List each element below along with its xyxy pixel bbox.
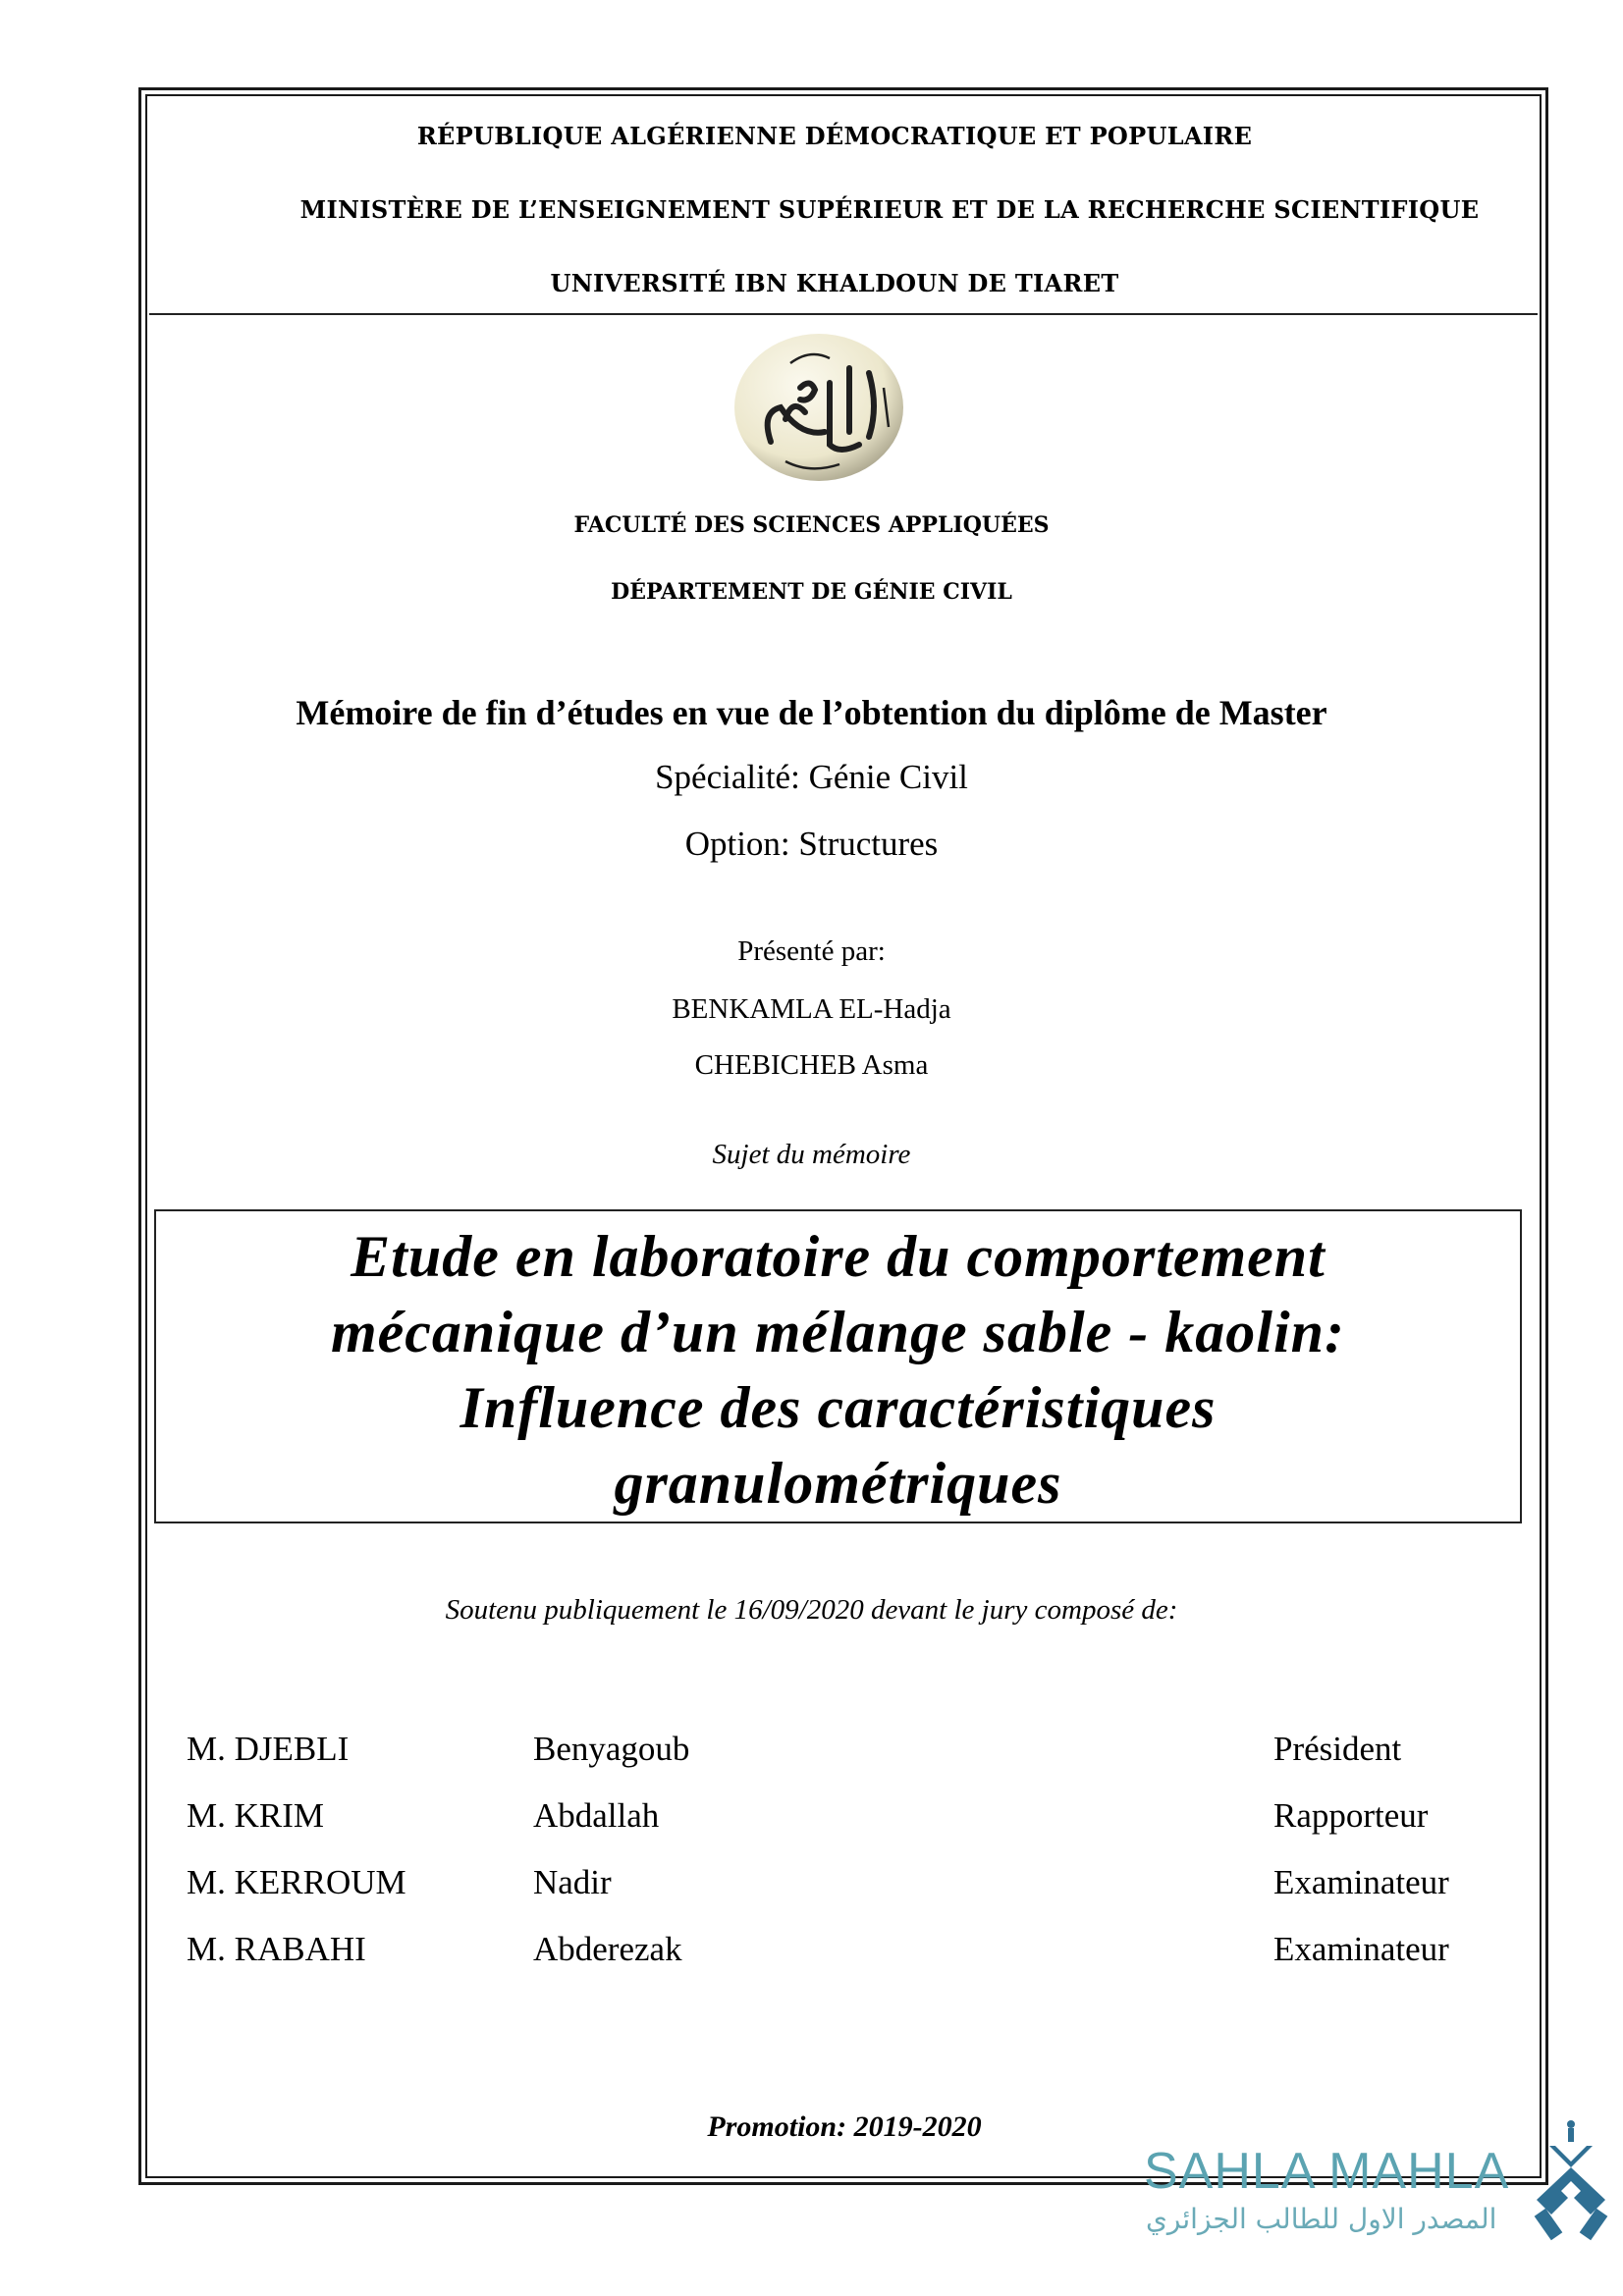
faculty-name: FACULTÉ DES SCIENCES APPLIQUÉES	[573, 512, 1050, 538]
thesis-type: Mémoire de fin d’études en vue de l’obtention du diplôme de Master	[296, 693, 1327, 732]
jury-first-name: Abdallah	[533, 1796, 660, 1835]
presented-by-label: Présenté par:	[737, 935, 886, 967]
promotion: Promotion: 2019-2020	[707, 2110, 982, 2143]
jury-first-name: Nadir	[533, 1863, 612, 1901]
jury-surname: M. RABAHI	[187, 1930, 366, 1968]
author-2: CHEBICHEB Asma	[694, 1049, 929, 1081]
watermark-brand: SAHLA MAHLA	[1144, 2143, 1510, 2200]
jury-row	[187, 1930, 1483, 1997]
header-ministry: MINISTÈRE DE L’ENSEIGNEMENT SUPÉRIEUR ET DE LA RECHERCHE SCIENTIFIQUE	[299, 195, 1480, 224]
header-university: UNIVERSITÉ IBN KHALDOUN DE TIARET	[550, 269, 1119, 297]
subject-label: Sujet du mémoire	[712, 1139, 911, 1170]
thesis-title-line-2: mécanique d’un mélange sable - kaolin:	[331, 1300, 1345, 1364]
jury-row	[187, 1796, 1483, 1863]
jury-first-name: Benyagoub	[533, 1730, 690, 1768]
jury-role: Rapporteur	[1273, 1796, 1429, 1835]
header-divider	[149, 313, 1538, 315]
sahla-mahla-watermark[interactable]	[1144, 2143, 1623, 2254]
jury-surname: M. KRIM	[187, 1796, 325, 1835]
thesis-specialty: Spécialité: Génie Civil	[655, 758, 968, 796]
jury-table	[187, 1730, 1483, 1997]
thesis-title-line-3: Influence des caractéristiques	[460, 1375, 1217, 1440]
jury-row	[187, 1730, 1483, 1796]
thesis-title	[156, 1219, 1520, 1522]
university-calligraphy-seal-icon	[731, 329, 906, 484]
jury-row	[187, 1863, 1483, 1930]
thesis-option: Option: Structures	[684, 825, 939, 863]
jury-role: Examinateur	[1273, 1863, 1449, 1901]
department-name: DÉPARTEMENT DE GÉNIE CIVIL	[611, 579, 1012, 605]
jury-surname: M. KERROUM	[187, 1863, 406, 1901]
watermark-tagline: المصدر الاول للطالب الجزائري	[1146, 2203, 1497, 2235]
author-1: BENKAMLA EL-Hadja	[672, 993, 951, 1025]
jury-surname: M. DJEBLI	[187, 1730, 350, 1768]
jury-role: Président	[1273, 1730, 1402, 1768]
jury-first-name: Abderezak	[533, 1930, 682, 1968]
sahla-mahla-logo-icon	[1522, 2116, 1620, 2254]
header-republic: RÉPUBLIQUE ALGÉRIENNE DÉMOCRATIQUE ET POPULAIRE	[416, 122, 1253, 150]
thesis-title-box	[154, 1209, 1522, 1523]
thesis-title-line-1: Etude en laboratoire du comportement	[351, 1224, 1325, 1289]
defense-statement: Soutenu publiquement le 16/09/2020 devant le jury composé de:	[445, 1594, 1178, 1626]
jury-role: Examinateur	[1273, 1930, 1449, 1968]
thesis-title-line-4: granulométriques	[614, 1451, 1062, 1516]
